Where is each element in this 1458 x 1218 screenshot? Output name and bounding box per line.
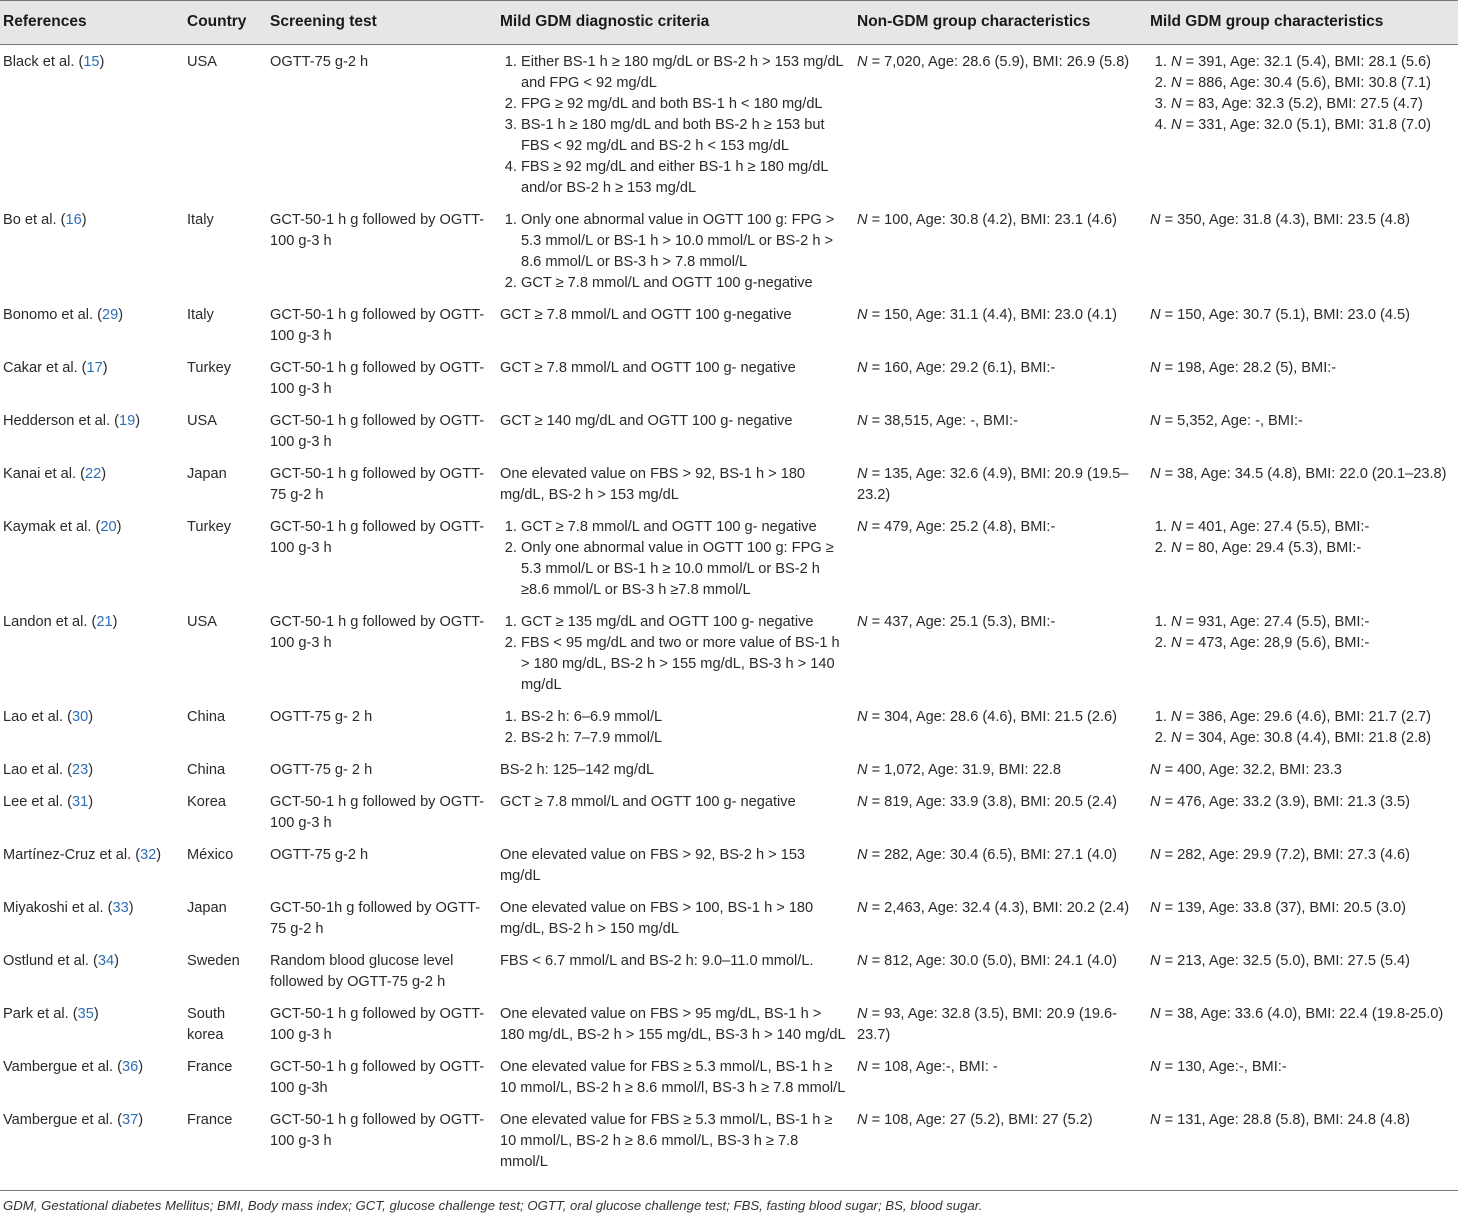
reference-link[interactable]: 20 bbox=[100, 519, 117, 535]
cell-reference: Lao et al. (30) bbox=[3, 709, 94, 725]
criteria-item: 1. GCT ≥ 135 mg/dL and OGTT 100 g- negative bbox=[521, 612, 849, 633]
cell-non-gdm bbox=[853, 512, 1146, 607]
criteria-text: GCT ≥ 7.8 mmol/L and OGTT 100 g- negative bbox=[500, 360, 796, 376]
cell-reference: Kaymak et al. (20) bbox=[3, 519, 122, 535]
non-gdm-text: N = 160, Age: 29.2 (6.1), BMI:- bbox=[857, 360, 1056, 376]
table-header bbox=[0, 1, 1458, 45]
criteria-item: 2. FBS < 95 mg/dL and two or more value of BS-1 h > 180 mg/dL, BS-2 h > 155 mg/dL, BS-3 h > 140 mg/dL bbox=[521, 633, 849, 696]
reference-author: Lee et al. bbox=[3, 794, 64, 810]
mild-gdm-item: 2. N = 473, Age: 28,9 (5.6), BMI:- bbox=[1171, 633, 1454, 654]
cell-reference: Cakar et al. (17) bbox=[3, 360, 108, 376]
table-row bbox=[0, 946, 1458, 999]
cell-non-gdm bbox=[853, 459, 1146, 512]
mild-gdm-text: N = 198, Age: 28.2 (5), BMI:- bbox=[1150, 360, 1337, 376]
cell-screening-test: GCT-50-1 h g followed by OGTT-100 g-3 h bbox=[270, 794, 485, 831]
non-gdm-text: N = 108, Age: 27 (5.2), BMI: 27 (5.2) bbox=[857, 1112, 1093, 1128]
cell-diagnostic-criteria bbox=[496, 755, 853, 787]
table-row bbox=[0, 406, 1458, 459]
criteria-text: One elevated value on FBS > 100, BS-1 h > 180 mg/dL, BS-2 h > 150 mg/dL bbox=[500, 900, 814, 937]
cell-non-gdm bbox=[853, 45, 1146, 206]
cell-screening-test: OGTT-75 g- 2 h bbox=[270, 762, 373, 778]
non-gdm-text: N = 7,020, Age: 28.6 (5.9), BMI: 26.9 (5.8) bbox=[857, 54, 1130, 70]
cell-mild-gdm bbox=[1146, 702, 1458, 755]
mild-gdm-item: 1. N = 931, Age: 27.4 (5.5), BMI:- bbox=[1171, 612, 1454, 633]
cell-diagnostic-criteria bbox=[496, 787, 853, 840]
cell-mild-gdm bbox=[1146, 1105, 1458, 1179]
cell-country: Italy bbox=[187, 212, 214, 228]
cell-mild-gdm bbox=[1146, 45, 1458, 206]
reference-author: Kanai et al. bbox=[3, 466, 77, 482]
reference-link[interactable]: 15 bbox=[83, 54, 100, 70]
cell-reference: Ostlund et al. (34) bbox=[3, 953, 120, 969]
non-gdm-text: N = 1,072, Age: 31.9, BMI: 22.8 bbox=[857, 762, 1062, 778]
reference-author: Bonomo et al. bbox=[3, 307, 94, 323]
cell-mild-gdm bbox=[1146, 755, 1458, 787]
cell-mild-gdm bbox=[1146, 512, 1458, 607]
criteria-item: 1. GCT ≥ 7.8 mmol/L and OGTT 100 g- negative bbox=[521, 517, 849, 538]
criteria-text: One elevated value for FBS ≥ 5.3 mmol/L, BS-1 h ≥ 10 mmol/L, BS-2 h ≥ 8.6 mmol/L, BS-3 h ≥ 7.8 mmol/L bbox=[500, 1112, 833, 1170]
cell-reference: Lao et al. (23) bbox=[3, 762, 94, 778]
cell-screening-test: GCT-50-1 h g followed by OGTT-100 g-3 h bbox=[270, 307, 485, 344]
cell-reference: Landon et al. (21) bbox=[3, 614, 118, 630]
cell-screening-test: GCT-50-1 h g followed by OGTT-100 g-3 h bbox=[270, 1112, 485, 1149]
cell-screening-test: GCT-50-1 h g followed by OGTT-100 g-3h bbox=[270, 1059, 485, 1096]
reference-author: Bo et al. bbox=[3, 212, 57, 228]
cell-country: South korea bbox=[187, 1006, 226, 1043]
table-row bbox=[0, 300, 1458, 353]
mild-gdm-item: 1. N = 401, Age: 27.4 (5.5), BMI:- bbox=[1171, 517, 1454, 538]
criteria-item: 2. FPG ≥ 92 mg/dL and both BS-1 h < 180 mg/dL bbox=[521, 94, 849, 115]
cell-country: USA bbox=[187, 54, 218, 70]
reference-link[interactable]: 35 bbox=[77, 1006, 94, 1022]
reference-link[interactable]: 16 bbox=[65, 212, 82, 228]
criteria-text: GCT ≥ 7.8 mmol/L and OGTT 100 g- negative bbox=[500, 794, 796, 810]
cell-diagnostic-criteria bbox=[496, 607, 853, 702]
criteria-list bbox=[500, 52, 849, 199]
cell-screening-test: GCT-50-1 h g followed by OGTT-100 g-3 h bbox=[270, 614, 485, 651]
table-row bbox=[0, 353, 1458, 406]
cell-non-gdm bbox=[853, 1052, 1146, 1105]
mild-gdm-text: N = 139, Age: 33.8 (37), BMI: 20.5 (3.0) bbox=[1150, 900, 1406, 916]
criteria-item: 1. Only one abnormal value in OGTT 100 g: FPG > 5.3 mmol/L or BS-1 h > 10.0 mmol/L or BS-2 h > 8.6 mmol/L or BS-3 h > 7.8 mmol/L bbox=[521, 210, 849, 273]
table-row bbox=[0, 755, 1458, 787]
mild-gdm-text: N = 131, Age: 28.8 (5.8), BMI: 24.8 (4.8) bbox=[1150, 1112, 1411, 1128]
cell-diagnostic-criteria bbox=[496, 512, 853, 607]
criteria-text: BS-2 h: 125–142 mg/dL bbox=[500, 762, 655, 778]
cell-diagnostic-criteria bbox=[496, 300, 853, 353]
table-body bbox=[0, 45, 1458, 1180]
criteria-list bbox=[500, 517, 849, 601]
non-gdm-text: N = 282, Age: 30.4 (6.5), BMI: 27.1 (4.0) bbox=[857, 847, 1118, 863]
cell-reference: Bo et al. (16) bbox=[3, 212, 87, 228]
mild-gdm-item: 4. N = 331, Age: 32.0 (5.1), BMI: 31.8 (7.0) bbox=[1171, 115, 1454, 136]
non-gdm-text: N = 93, Age: 32.8 (3.5), BMI: 20.9 (19.6-23.7) bbox=[857, 1006, 1118, 1043]
criteria-text: FBS < 6.7 mmol/L and BS-2 h: 9.0–11.0 mmol/L. bbox=[500, 953, 814, 969]
cell-screening-test: OGTT-75 g- 2 h bbox=[270, 709, 373, 725]
criteria-list bbox=[500, 707, 849, 749]
non-gdm-text: N = 819, Age: 33.9 (3.8), BMI: 20.5 (2.4) bbox=[857, 794, 1118, 810]
cell-country: México bbox=[187, 847, 234, 863]
mild-gdm-text: N = 282, Age: 29.9 (7.2), BMI: 27.3 (4.6) bbox=[1150, 847, 1411, 863]
cell-country: USA bbox=[187, 413, 218, 429]
cell-screening-test: GCT-50-1 h g followed by OGTT-100 g-3 h bbox=[270, 1006, 485, 1043]
mild-gdm-text: N = 130, Age:-, BMI:- bbox=[1150, 1059, 1287, 1075]
mild-gdm-text: N = 38, Age: 33.6 (4.0), BMI: 22.4 (19.8-25.0) bbox=[1150, 1006, 1444, 1022]
cell-diagnostic-criteria bbox=[496, 702, 853, 755]
header-references: References bbox=[0, 1, 183, 45]
cell-reference: Hedderson et al. (19) bbox=[3, 413, 141, 429]
non-gdm-text: N = 479, Age: 25.2 (4.8), BMI:- bbox=[857, 519, 1056, 535]
criteria-text: GCT ≥ 7.8 mmol/L and OGTT 100 g-negative bbox=[500, 307, 792, 323]
cell-non-gdm bbox=[853, 300, 1146, 353]
mild-gdm-text: N = 213, Age: 32.5 (5.0), BMI: 27.5 (5.4) bbox=[1150, 953, 1411, 969]
cell-screening-test: OGTT-75 g-2 h bbox=[270, 54, 369, 70]
criteria-item: 2. Only one abnormal value in OGTT 100 g: FPG ≥ 5.3 mmol/L or BS-1 h ≥ 10.0 mmol/L or BS-2 h ≥8.6 mmol/L or BS-3 h ≥7.8 mmol/L bbox=[521, 538, 849, 601]
non-gdm-text: N = 150, Age: 31.1 (4.4), BMI: 23.0 (4.1) bbox=[857, 307, 1118, 323]
cell-country: Japan bbox=[187, 466, 227, 482]
reference-link[interactable]: 29 bbox=[101, 307, 119, 323]
mild-gdm-item: 2. N = 886, Age: 30.4 (5.6), BMI: 30.8 (7.1) bbox=[1171, 73, 1454, 94]
table-row bbox=[0, 893, 1458, 946]
mild-gdm-item: 2. N = 304, Age: 30.8 (4.4), BMI: 21.8 (2.8) bbox=[1171, 728, 1454, 749]
table-row bbox=[0, 1052, 1458, 1105]
cell-diagnostic-criteria bbox=[496, 459, 853, 512]
non-gdm-text: N = 437, Age: 25.1 (5.3), BMI:- bbox=[857, 614, 1056, 630]
non-gdm-text: N = 304, Age: 28.6 (4.6), BMI: 21.5 (2.6) bbox=[857, 709, 1118, 725]
cell-reference: Vambergue et al. (37) bbox=[3, 1112, 144, 1128]
non-gdm-text: N = 812, Age: 30.0 (5.0), BMI: 24.1 (4.0) bbox=[857, 953, 1118, 969]
criteria-text: One elevated value on FBS > 95 mg/dL, BS-1 h > 180 mg/dL, BS-2 h > 155 mg/dL, BS-3 h > 140 mg/dL bbox=[500, 1006, 846, 1043]
cell-mild-gdm bbox=[1146, 607, 1458, 702]
reference-author: Black et al. bbox=[3, 54, 75, 70]
reference-author: Hedderson et al. bbox=[3, 413, 111, 429]
cell-non-gdm bbox=[853, 607, 1146, 702]
reference-author: Miyakoshi et al. bbox=[3, 900, 104, 916]
cell-country: Korea bbox=[187, 794, 226, 810]
mild-gdm-list bbox=[1150, 517, 1454, 559]
criteria-list bbox=[500, 210, 849, 294]
cell-reference: Park et al. (35) bbox=[3, 1006, 99, 1022]
cell-reference: Black et al. (15) bbox=[3, 54, 105, 70]
cell-screening-test: Random blood glucose level followed by OGTT-75 g-2 h bbox=[270, 953, 454, 990]
reference-author: Landon et al. bbox=[3, 614, 88, 630]
cell-diagnostic-criteria bbox=[496, 45, 853, 206]
reference-author: Vambergue et al. bbox=[3, 1059, 114, 1075]
cell-diagnostic-criteria bbox=[496, 205, 853, 300]
non-gdm-text: N = 135, Age: 32.6 (4.9), BMI: 20.9 (19.5–23.2) bbox=[857, 466, 1129, 503]
cell-country: France bbox=[187, 1059, 233, 1075]
table-row bbox=[0, 205, 1458, 300]
cell-mild-gdm bbox=[1146, 893, 1458, 946]
table-row bbox=[0, 607, 1458, 702]
header-diagnostic-criteria: Mild GDM diagnostic criteria bbox=[496, 1, 853, 45]
table-row bbox=[0, 840, 1458, 893]
cell-reference: Lee et al. (31) bbox=[3, 794, 94, 810]
cell-reference: Kanai et al. (22) bbox=[3, 466, 107, 482]
criteria-item: 3. BS-1 h ≥ 180 mg/dL and both BS-2 h ≥ 153 but FBS < 92 mg/dL and BS-2 h < 153 mg/dL bbox=[521, 115, 849, 157]
reference-link[interactable]: 33 bbox=[112, 900, 129, 916]
criteria-list bbox=[500, 612, 849, 696]
cell-non-gdm bbox=[853, 999, 1146, 1052]
cell-country: Japan bbox=[187, 900, 227, 916]
reference-link[interactable]: 31 bbox=[71, 794, 89, 810]
reference-link[interactable]: 32 bbox=[140, 847, 157, 863]
cell-mild-gdm bbox=[1146, 787, 1458, 840]
cell-reference: Vambergue et al. (36) bbox=[3, 1059, 144, 1075]
header-non-gdm: Non-GDM group characteristics bbox=[853, 1, 1146, 45]
table-row bbox=[0, 1105, 1458, 1179]
reference-link[interactable]: 37 bbox=[121, 1112, 139, 1128]
cell-mild-gdm bbox=[1146, 459, 1458, 512]
cell-screening-test: GCT-50-1 h g followed by OGTT-100 g-3 h bbox=[270, 519, 485, 556]
reference-author: Ostlund et al. bbox=[3, 953, 89, 969]
cell-non-gdm bbox=[853, 787, 1146, 840]
cell-country: China bbox=[187, 762, 226, 778]
cell-mild-gdm bbox=[1146, 406, 1458, 459]
cell-diagnostic-criteria bbox=[496, 999, 853, 1052]
mild-gdm-text: N = 400, Age: 32.2, BMI: 23.3 bbox=[1150, 762, 1342, 778]
table-row bbox=[0, 459, 1458, 512]
cell-non-gdm bbox=[853, 205, 1146, 300]
reference-author: Martínez-Cruz et al. bbox=[3, 847, 132, 863]
mild-gdm-item: 1. N = 391, Age: 32.1 (5.4), BMI: 28.1 (5.6) bbox=[1171, 52, 1454, 73]
cell-screening-test: OGTT-75 g-2 h bbox=[270, 847, 369, 863]
cell-screening-test: GCT-50-1 h g followed by OGTT-75 g-2 h bbox=[270, 466, 485, 503]
reference-author: Cakar et al. bbox=[3, 360, 78, 376]
cell-screening-test: GCT-50-1 h g followed by OGTT-100 g-3 h bbox=[270, 212, 485, 249]
mild-gdm-item: 3. N = 83, Age: 32.3 (5.2), BMI: 27.5 (4.7) bbox=[1171, 94, 1454, 115]
cell-mild-gdm bbox=[1146, 999, 1458, 1052]
cell-diagnostic-criteria bbox=[496, 406, 853, 459]
reference-author: Vambergue et al. bbox=[3, 1112, 114, 1128]
cell-non-gdm bbox=[853, 353, 1146, 406]
reference-link[interactable]: 36 bbox=[121, 1059, 139, 1075]
table-footnote: GDM, Gestational diabetes Mellitus; BMI, Body mass index; GCT, glucose challenge test; OGTT, oral glucose challenge test; FBS, fasting blood sugar; BS, blood sugar. bbox=[3, 1198, 983, 1213]
cell-country: France bbox=[187, 1112, 233, 1128]
non-gdm-text: N = 108, Age:-, BMI: - bbox=[857, 1059, 998, 1075]
cell-screening-test: GCT-50-1 h g followed by OGTT-100 g-3 h bbox=[270, 360, 485, 397]
cell-diagnostic-criteria bbox=[496, 1105, 853, 1179]
cell-non-gdm bbox=[853, 702, 1146, 755]
cell-mild-gdm bbox=[1146, 1052, 1458, 1105]
mild-gdm-item: 1. N = 386, Age: 29.6 (4.6), BMI: 21.7 (2.7) bbox=[1171, 707, 1454, 728]
reference-author: Lao et al. bbox=[3, 762, 64, 778]
cell-diagnostic-criteria bbox=[496, 840, 853, 893]
mild-gdm-text: N = 38, Age: 34.5 (4.8), BMI: 22.0 (20.1–23.8) bbox=[1150, 466, 1447, 482]
criteria-item: 2. GCT ≥ 7.8 mmol/L and OGTT 100 g-negative bbox=[521, 273, 849, 294]
reference-link[interactable]: 17 bbox=[86, 360, 103, 376]
reference-link[interactable]: 23 bbox=[71, 762, 89, 778]
reference-link[interactable]: 30 bbox=[71, 709, 89, 725]
cell-country: Italy bbox=[187, 307, 214, 323]
reference-link[interactable]: 22 bbox=[84, 466, 102, 482]
non-gdm-text: N = 38,515, Age: -, BMI:- bbox=[857, 413, 1019, 429]
cell-mild-gdm bbox=[1146, 353, 1458, 406]
header-mild-gdm: Mild GDM group characteristics bbox=[1146, 1, 1458, 45]
cell-country: USA bbox=[187, 614, 218, 630]
non-gdm-text: N = 2,463, Age: 32.4 (4.3), BMI: 20.2 (2.4) bbox=[857, 900, 1130, 916]
cell-country: China bbox=[187, 709, 226, 725]
cell-mild-gdm bbox=[1146, 946, 1458, 999]
cell-mild-gdm bbox=[1146, 840, 1458, 893]
cell-diagnostic-criteria bbox=[496, 353, 853, 406]
cell-mild-gdm bbox=[1146, 300, 1458, 353]
mild-gdm-list bbox=[1150, 707, 1454, 749]
cell-non-gdm bbox=[853, 893, 1146, 946]
reference-author: Kaymak et al. bbox=[3, 519, 92, 535]
table-row bbox=[0, 702, 1458, 755]
table-row bbox=[0, 45, 1458, 206]
cell-diagnostic-criteria bbox=[496, 946, 853, 999]
cell-screening-test: GCT-50-1h g followed by OGTT-75 g-2 h bbox=[270, 900, 481, 937]
cell-screening-test: GCT-50-1 h g followed by OGTT-100 g-3 h bbox=[270, 413, 485, 450]
cell-diagnostic-criteria bbox=[496, 893, 853, 946]
cell-reference: Martínez-Cruz et al. (32) bbox=[3, 847, 162, 863]
reference-link[interactable]: 34 bbox=[97, 953, 115, 969]
cell-diagnostic-criteria bbox=[496, 1052, 853, 1105]
cell-reference: Miyakoshi et al. (33) bbox=[3, 900, 134, 916]
cell-non-gdm bbox=[853, 946, 1146, 999]
criteria-text: GCT ≥ 140 mg/dL and OGTT 100 g- negative bbox=[500, 413, 793, 429]
reference-link[interactable]: 21 bbox=[96, 614, 113, 630]
reference-link[interactable]: 19 bbox=[119, 413, 136, 429]
table-row bbox=[0, 787, 1458, 840]
mild-gdm-text: N = 5,352, Age: -, BMI:- bbox=[1150, 413, 1303, 429]
criteria-item: 4. FBS ≥ 92 mg/dL and either BS-1 h ≥ 180 mg/dL and/or BS-2 h ≥ 153 mg/dL bbox=[521, 157, 849, 199]
criteria-text: One elevated value on FBS > 92, BS-2 h > 153 mg/dL bbox=[500, 847, 806, 884]
mild-gdm-item: 2. N = 80, Age: 29.4 (5.3), BMI:- bbox=[1171, 538, 1454, 559]
mild-gdm-text: N = 150, Age: 30.7 (5.1), BMI: 23.0 (4.5) bbox=[1150, 307, 1411, 323]
cell-country: Turkey bbox=[187, 360, 232, 376]
mild-gdm-list bbox=[1150, 52, 1454, 136]
table-row bbox=[0, 512, 1458, 607]
non-gdm-text: N = 100, Age: 30.8 (4.2), BMI: 23.1 (4.6) bbox=[857, 212, 1118, 228]
criteria-item: 1. BS-2 h: 6–6.9 mmol/L bbox=[521, 707, 849, 728]
cell-mild-gdm bbox=[1146, 205, 1458, 300]
criteria-text: One elevated value on FBS > 92, BS-1 h > 180 mg/dL, BS-2 h > 153 mg/dL bbox=[500, 466, 806, 503]
mild-gdm-text: N = 350, Age: 31.8 (4.3), BMI: 23.5 (4.8) bbox=[1150, 212, 1411, 228]
cell-non-gdm bbox=[853, 840, 1146, 893]
criteria-item: 1. Either BS-1 h ≥ 180 mg/dL or BS-2 h > 153 mg/dL and FPG < 92 mg/dL bbox=[521, 52, 849, 94]
table-row bbox=[0, 999, 1458, 1052]
criteria-text: One elevated value for FBS ≥ 5.3 mmol/L, BS-1 h ≥ 10 mmol/L, BS-2 h ≥ 8.6 mmol/l, BS-3 h ≥ 7.8 mmol/L bbox=[500, 1059, 846, 1096]
header-screening-test: Screening test bbox=[266, 1, 496, 45]
reference-author: Lao et al. bbox=[3, 709, 64, 725]
mild-gdm-text: N = 476, Age: 33.2 (3.9), BMI: 21.3 (3.5) bbox=[1150, 794, 1411, 810]
cell-country: Sweden bbox=[187, 953, 240, 969]
criteria-item: 2. BS-2 h: 7–7.9 mmol/L bbox=[521, 728, 849, 749]
cell-non-gdm bbox=[853, 406, 1146, 459]
cell-non-gdm bbox=[853, 755, 1146, 787]
mild-gdm-list bbox=[1150, 612, 1454, 654]
cell-non-gdm bbox=[853, 1105, 1146, 1179]
cell-reference: Bonomo et al. (29) bbox=[3, 307, 124, 323]
cell-country: Turkey bbox=[187, 519, 232, 535]
header-country: Country bbox=[183, 1, 266, 45]
table-bottom-rule bbox=[0, 1190, 1458, 1191]
reference-author: Park et al. bbox=[3, 1006, 69, 1022]
